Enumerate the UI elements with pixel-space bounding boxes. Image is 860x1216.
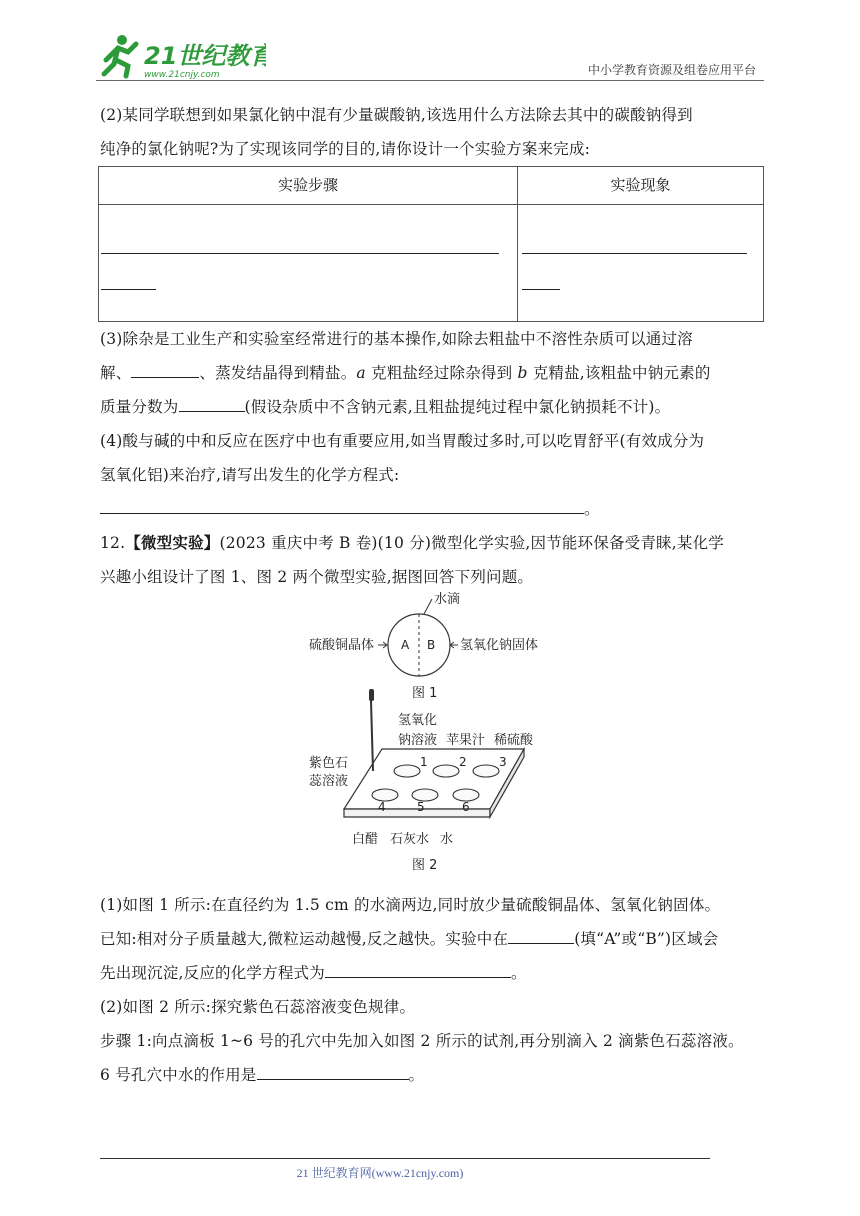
label-naoh-2: 钠溶液 [398,733,438,748]
logo-text: 21世纪教育 [144,42,266,70]
table-header-steps: 实验步骤 [99,167,518,205]
figure-1 [309,591,538,701]
site-logo [96,30,266,82]
well-num-6: 6 [462,800,470,814]
well-3 [473,765,499,777]
table-header-phenomena: 实验现象 [518,167,764,205]
q3-line2: 解、 、蒸发结晶得到精盐。a 克粗盐经过除杂得到 b 克精盐,该粗盐中钠元素的 [100,356,764,390]
well-num-2: 2 [459,755,467,769]
dropper-tube [371,701,373,771]
region-blank[interactable] [508,928,574,945]
q4-line1: (4)酸与碱的中和反应在医疗中也有重要应用,如当胃酸过多时,可以吃胃舒平(有效成分为 [100,432,705,450]
p1-line2: 已知:相对分子质量越大,微粒运动越慢,反之越快。实验中在 (填“A”或“B”)区域会 [100,922,764,956]
question-2 [100,98,764,166]
q4-line2: 氢氧化铝)来治疗,请写出发生的化学方程式: [100,466,400,484]
runner-icon [104,35,136,76]
well-num-1: 1 [420,755,428,769]
question-12 [100,526,764,594]
q2-line2: 纯净的氯化钠呢?为了实现该同学的目的,请你设计一个实验方案来完成: [100,140,591,158]
label-litmus-2: 蕊溶液 [309,774,349,789]
platform-name: 中小学教育资源及组卷应用平台 [587,63,756,77]
label-dilute-sulfuric-acid: 稀硫酸 [494,733,534,748]
well-num-3: 3 [499,755,507,769]
dropper-bulb [369,689,374,701]
q12-line2: 兴趣小组设计了图 1、图 2 两个微型实验,据图回答下列问题。 [100,568,534,586]
question-4 [100,424,764,526]
footer-divider [100,1158,710,1159]
p2-line3: 6 号孔穴中水的作用是 。 [100,1058,764,1092]
label-apple-juice: 苹果汁 [446,733,486,748]
p2-line1: (2)如图 2 所示:探究紫色石蕊溶液变色规律。 [100,998,416,1016]
well-5 [412,789,438,801]
mass-fraction-blank[interactable] [179,396,245,413]
logo-url: www.21cnjy.com [144,70,220,80]
label-litmus-1: 紫色石 [309,756,349,771]
filtration-blank[interactable] [131,362,199,379]
label-white-vinegar: 白醋 [352,832,379,847]
header-divider [96,80,764,81]
phenomena-answer-cell[interactable] [518,205,764,322]
reaction-equation-blank[interactable] [325,962,511,979]
label-copper-sulfate: 硫酸铜晶体 [309,638,375,653]
question-3 [100,322,764,424]
well-2 [433,765,459,777]
well-num-4: 4 [378,800,386,814]
footer-text[interactable]: 21 世纪教育网(www.21cnjy.com) [296,1166,464,1180]
q2-line1: (2)某同学联想到如果氯化钠中混有少量碳酸钠,该选用什么方法除去其中的碳酸钠得到 [100,106,693,124]
steps-answer-cell[interactable] [99,205,518,322]
experiment-table [98,166,764,322]
label-naoh-1: 氢氧化 [398,713,438,728]
q12-tag: 【微型实验】 [125,533,220,552]
label-water-drop: 水滴 [434,592,461,607]
p1-line1: (1)如图 1 所示:在直径约为 1.5 cm 的水滴两边,同时放少量硫酸铜晶体、氢氧化钠固体。 [100,896,721,914]
q3-line1: (3)除杂是工业生产和实验室经常进行的基本操作,如除去粗盐中不溶性杂质可以通过溶 [100,330,693,348]
q4-line3: 。 [100,492,764,526]
part-1 [100,888,764,1092]
label-water: 水 [440,832,454,847]
q12-line1: 12.【微型实验】(2023 重庆中考 B 卷)(10 分)微型化学实验,因节能环保备受青睐,某化学 [100,533,724,552]
figure-2-caption: 图 2 [412,858,438,873]
q3-line3: 质量分数为 (假设杂质中不含钠元素,且粗盐提纯过程中氯化钠损耗不计)。 [100,390,764,424]
region-a-label: A [401,638,410,652]
well-num-5: 5 [417,800,425,814]
label-sodium-hydroxide: 氢氧化钠固体 [460,638,539,653]
well-1 [394,765,420,777]
experiment-figures [300,585,580,875]
region-b-label: B [427,638,436,652]
equation-blank[interactable] [100,498,584,515]
water-role-blank[interactable] [257,1064,409,1081]
p2-line2: 步骤 1:向点滴板 1~6 号的孔穴中先加入如图 2 所示的试剂,再分别滴入 2 滴紫色石蕊溶液。 [100,1032,744,1050]
figure-2 [300,689,534,873]
figure-1-caption: 图 1 [412,686,438,701]
p1-line3: 先出现沉淀,反应的化学方程式为 。 [100,956,764,990]
label-limewater: 石灰水 [390,832,430,847]
